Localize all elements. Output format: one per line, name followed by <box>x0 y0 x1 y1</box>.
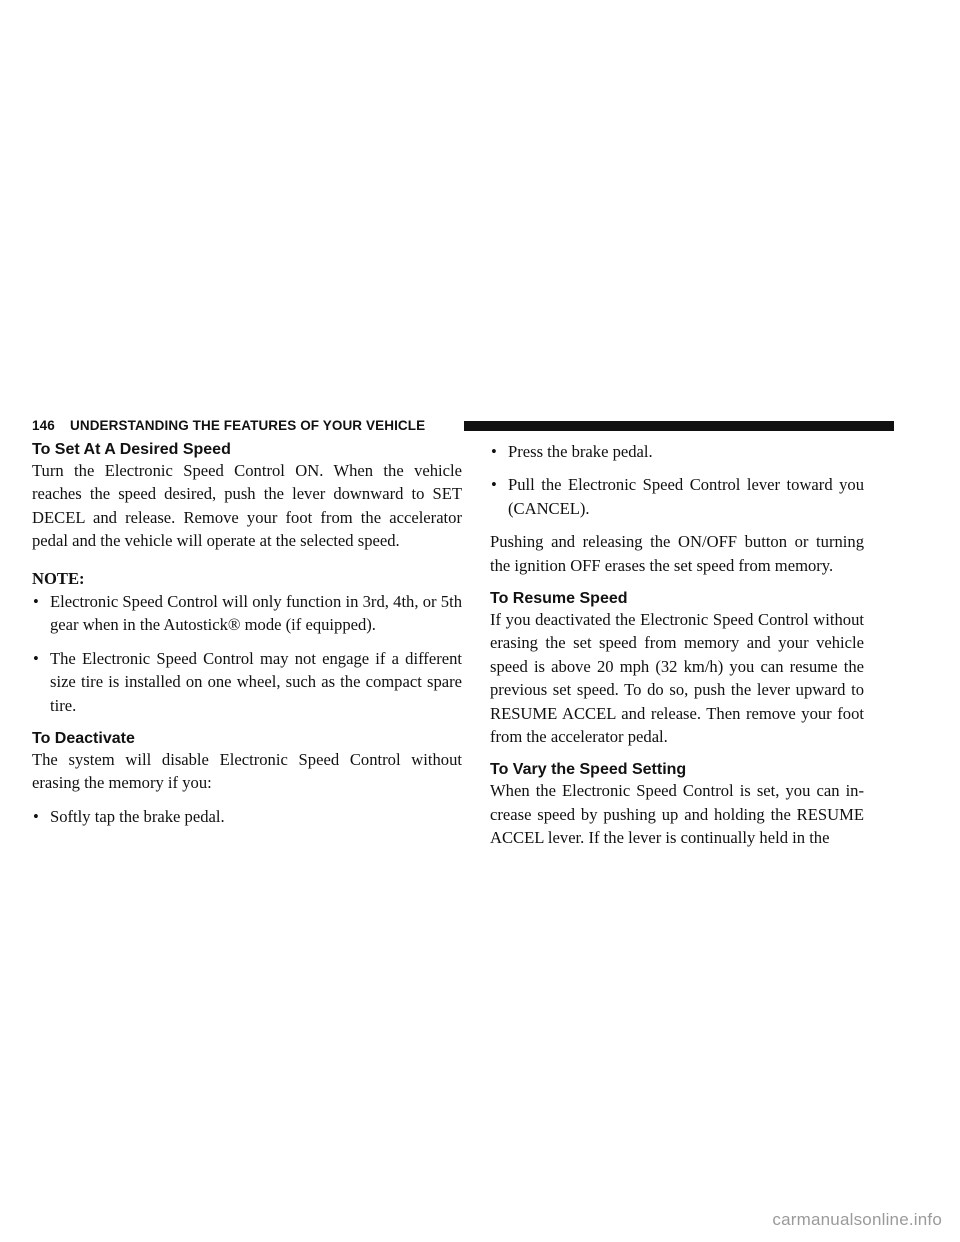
spacer <box>490 748 864 760</box>
watermark: carmanualsonline.info <box>772 1210 942 1229</box>
page-number: 146 <box>32 418 55 433</box>
paragraph-resume-speed: If you deactivated the Electronic Speed Control without erasing the set speed from memory and your vehicle speed is above 20 mph (32 km/h) you can resume the previous set speed. To do so, push the lever upward to RESUME ACCEL and release. Then remove your foot from the accelerator pedal. <box>490 610 864 747</box>
spacer <box>490 577 864 589</box>
heading-vary-speed: To Vary the Speed Setting <box>490 761 687 779</box>
heading-deactivate: To Deactivate <box>32 730 135 748</box>
spacer <box>32 795 462 805</box>
paragraph-deactivate: The system will disable Electronic Speed Control without erasing the memory if you: <box>32 750 462 793</box>
spacer <box>32 717 462 729</box>
heading-set-desired-speed: To Set At A Desired Speed <box>32 441 231 458</box>
bullet-icon: • <box>33 648 39 668</box>
bullet-item <box>32 590 462 637</box>
header-rule <box>464 421 894 431</box>
bullet-icon: • <box>491 475 497 495</box>
bullet-text: Softly tap the brake pedal. <box>50 806 225 826</box>
spacer <box>490 463 864 473</box>
bullet-text: Pull the Electronic Speed Control lever toward you (CANCEL). <box>508 475 864 518</box>
bullet-text: Electronic Speed Control will only function in 3rd, 4th, or 5th gear when in the Autostick® mode (if equipped). <box>50 592 462 635</box>
bullet-icon: • <box>491 442 497 461</box>
bullet-text: The Electronic Speed Control may not engage if a different size tire is installed on one wheel, such as the compact spare tire. <box>50 648 462 715</box>
bullet-item <box>32 805 462 828</box>
section-title: UNDERSTANDING THE FEATURES OF YOUR VEHICLE <box>70 418 426 433</box>
bullet-icon: • <box>33 806 39 826</box>
note-label: NOTE: <box>32 568 85 588</box>
right-column <box>490 440 864 850</box>
bullet-text: Press the brake pedal. <box>508 442 653 461</box>
page-header <box>32 418 862 434</box>
paragraph-vary-speed: When the Electronic Speed Control is set, you can in-crease speed by pushing up and holding the RESUME ACCEL lever. If the lever is continually held in the <box>490 781 864 848</box>
spacer <box>32 637 462 647</box>
bullet-item <box>490 473 864 520</box>
bullet-item <box>490 440 864 463</box>
bullet-item <box>32 647 462 717</box>
paragraph-erase-memory: Pushing and releasing the ON/OFF button or turning the ignition OFF erases the set speed from memory. <box>490 532 864 575</box>
paragraph-set-speed: Turn the Electronic Speed Control ON. When the vehicle reaches the speed desired, push the lever downward to SET DECEL and release. Remove your foot from the accelerator pedal and the vehicle will operate at the selected speed. <box>32 461 462 551</box>
spacer <box>490 520 864 530</box>
bullet-icon: • <box>33 592 39 612</box>
heading-resume-speed: To Resume Speed <box>490 590 628 608</box>
left-column <box>32 440 462 828</box>
